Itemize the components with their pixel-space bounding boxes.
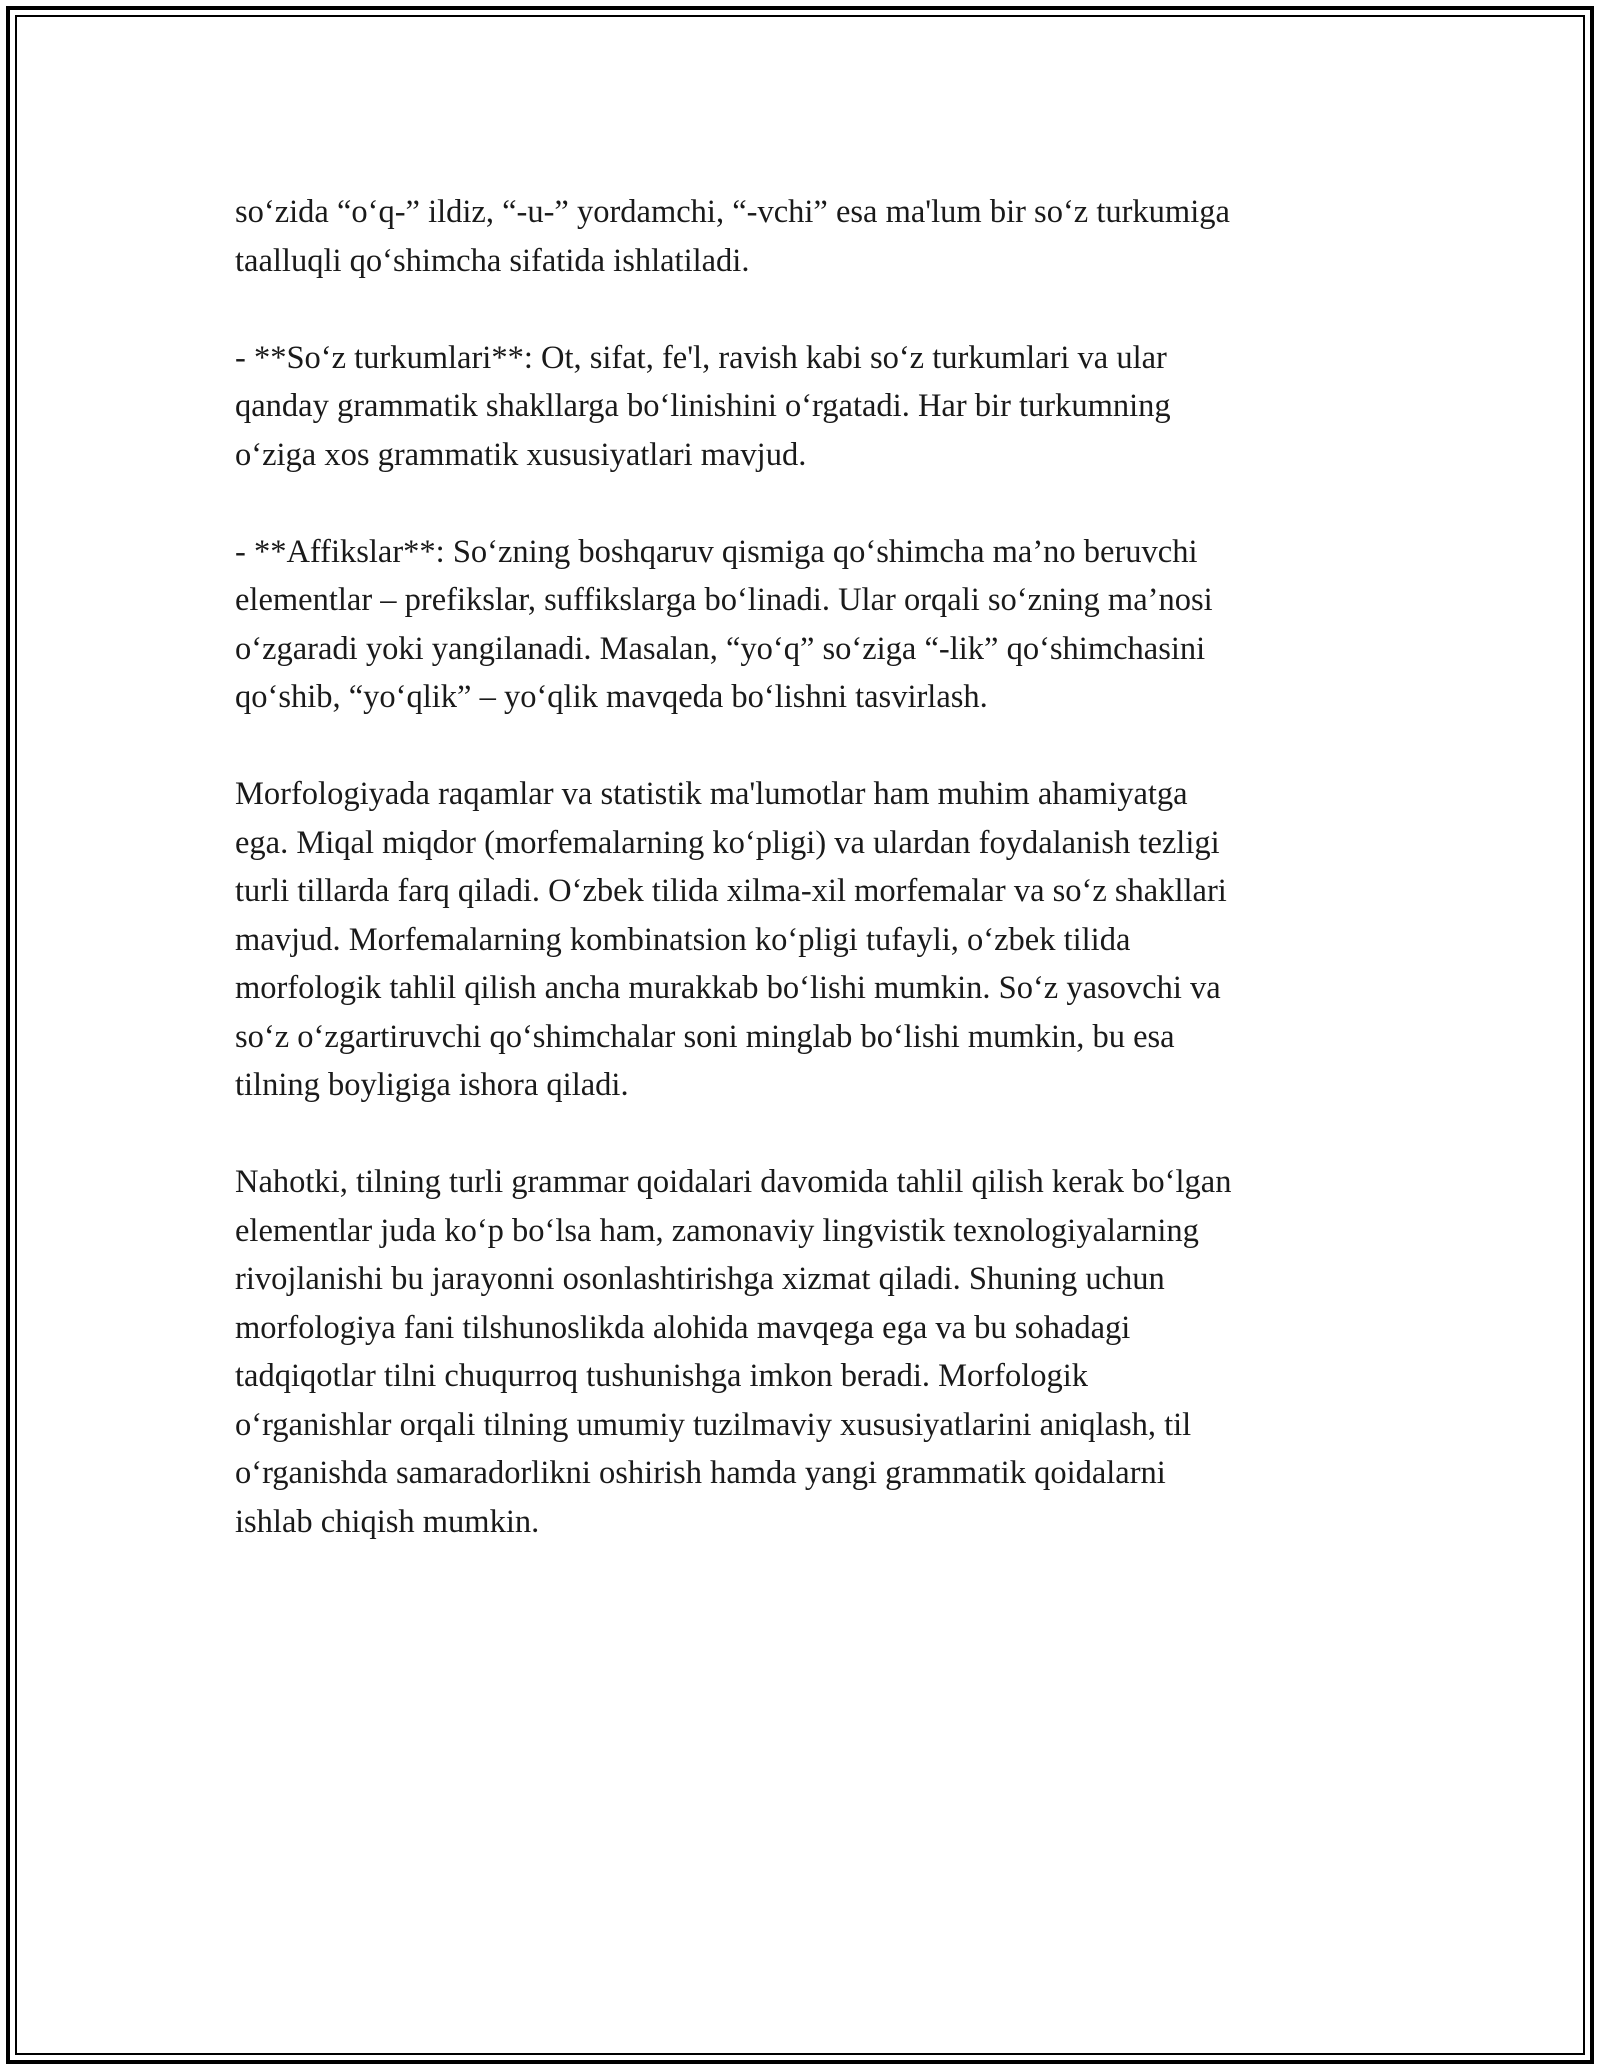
text-line: rivojlanishi bu jarayonni osonlashtirishga xizmat qiladi. Shuning uchun xyxy=(235,1261,1165,1297)
text-line: o‘ziga xos grammatik xususiyatlari mavjud. xyxy=(235,436,807,473)
text-line: so‘z o‘zgartiruvchi qo‘shimchalar soni minglab bo‘lishi mumkin, bu esa xyxy=(235,1018,1175,1055)
text-line: qanday grammatik shakllarga bo‘linishini o‘rgatadi. Har bir turkumning xyxy=(235,388,1171,424)
text-line: morfologik tahlil qilish ancha murakkab bo‘lishi mumkin. So‘z yasovchi va xyxy=(235,970,1221,1006)
paragraph-conclusion xyxy=(235,1158,1375,1546)
text-line: ishlab chiqish mumkin. xyxy=(235,1503,540,1540)
paragraph-word-structure-example xyxy=(235,188,1375,285)
text-line: Morfologiyada raqamlar va statistik ma'lumotlar ham muhim ahamiyatga xyxy=(235,776,1188,812)
text-line: o‘rganishda samaradorlikni oshirish hamda yangi grammatik qoidalarni xyxy=(235,1455,1166,1491)
text-line: mavjud. Morfemalarning kombinatsion ko‘pligi tufayli, o‘zbek tilida xyxy=(235,921,1131,958)
text-line: so‘zida “o‘q-” ildiz, “-u-” yordamchi, “-vchi” esa ma'lum bir so‘z turkumiga xyxy=(235,194,1230,230)
text-line: taalluqli qo‘shimcha sifatida ishlatiladi. xyxy=(235,242,750,279)
text-line: tadqiqotlar tilni chuqurroq tushunishga imkon beradi. Morfologik xyxy=(235,1358,1088,1394)
text-line: - **So‘z turkumlari**: Ot, sifat, fe'l, ravish kabi so‘z turkumlari va ular xyxy=(235,339,1167,376)
text-line: o‘zgaradi yoki yangilanadi. Masalan, “yo‘q” so‘ziga “-lik” qo‘shimchasini xyxy=(235,630,1206,667)
paragraph-statistics xyxy=(235,770,1375,1110)
text-line: elementlar juda ko‘p bo‘lsa ham, zamonaviy lingvistik texnologiyalarning xyxy=(235,1212,1199,1249)
text-line: qo‘shib, “yo‘qlik” – yo‘qlik mavqeda bo‘lishni tasvirlash. xyxy=(235,679,988,715)
text-line: tilning boyligiga ishora qiladi. xyxy=(235,1067,629,1103)
text-line: morfologiya fani tilshunoslikda alohida mavqega ega va bu sohadagi xyxy=(235,1309,1131,1346)
text-line: Nahotki, tilning turli grammar qoidalari davomida tahlil qilish kerak bo‘lgan xyxy=(235,1164,1232,1200)
text-line: turli tillarda farq qiladi. O‘zbek tilida xilma-xil morfemalar va so‘z shakllari xyxy=(235,873,1227,909)
text-line: ega. Miqal miqdor (morfemalarning ko‘pligi) va ulardan foydalanish tezligi xyxy=(235,824,1220,861)
paragraph-affixes xyxy=(235,528,1375,722)
document-body xyxy=(235,188,1375,1595)
paragraph-word-classes xyxy=(235,334,1375,480)
text-line: elementlar – prefikslar, suffikslarga bo‘linadi. Ular orqali so‘zning ma’nosi xyxy=(235,582,1213,618)
text-line: - **Affikslar**: So‘zning boshqaruv qismiga qo‘shimcha ma’no beruvchi xyxy=(235,533,1198,570)
text-line: o‘rganishlar orqali tilning umumiy tuzilmaviy xususiyatlarini aniqlash, til xyxy=(235,1406,1192,1443)
